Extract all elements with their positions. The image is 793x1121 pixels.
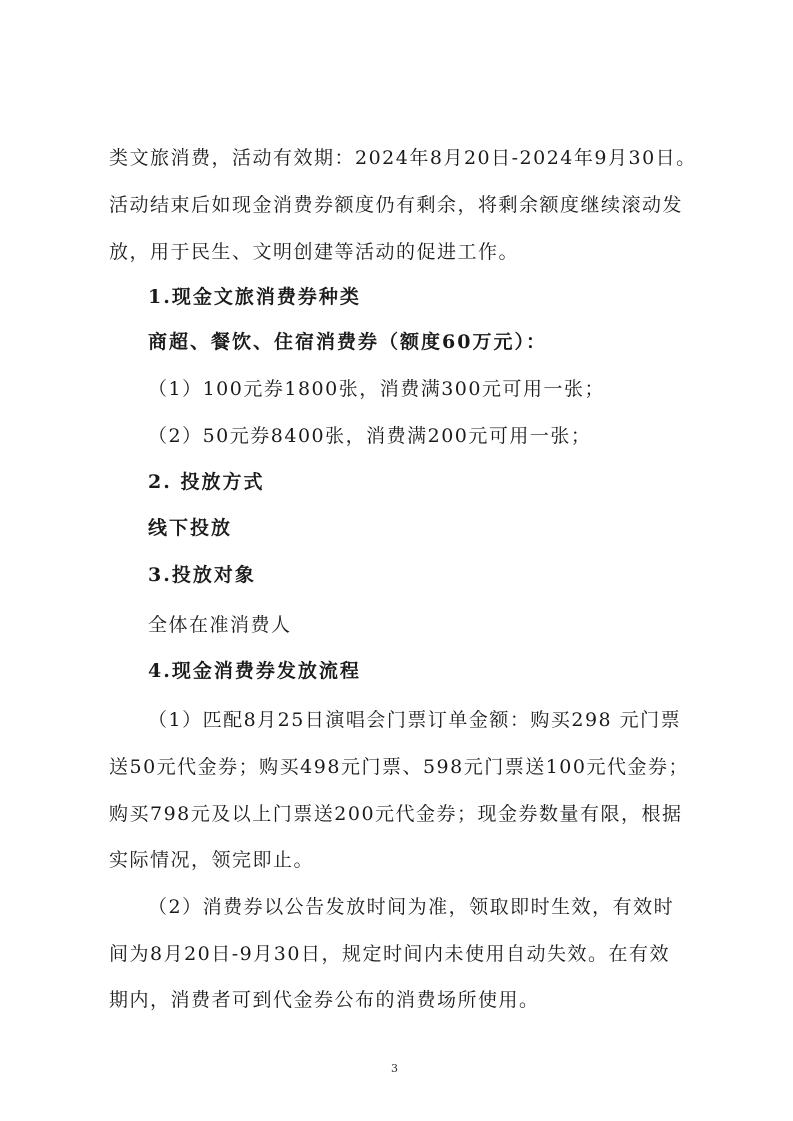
list-item-voucher-100: （1）100元券1800张，消费满300元可用一张； [148, 378, 605, 400]
body-paragraph-line: 送50元代金券；购买498元门票、598元门票送100元代金券； [109, 756, 689, 778]
body-paragraph-line: 期内，消费者可到代金券公布的消费场所使用。 [109, 989, 540, 1011]
target-audience-value: 全体在准消费人 [148, 614, 292, 636]
section-heading-distribution-process: 4.现金消费券发放流程 [148, 660, 361, 682]
page-number: 3 [391, 1062, 398, 1075]
section-heading-target-audience: 3.投放对象 [148, 564, 256, 586]
section-heading-voucher-types: 1.现金文旅消费券种类 [148, 286, 361, 308]
body-paragraph-line: （2）消费券以公告发放时间为准，领取即时生效，有效时 [148, 896, 675, 918]
distribution-method-value: 线下投放 [148, 517, 233, 539]
body-paragraph-line: 活动结束后如现金消费券额度仍有剩余，将剩余额度继续滚动发 [109, 194, 684, 216]
body-paragraph-line: 放，用于民生、文明创建等活动的促进工作。 [109, 241, 520, 263]
body-paragraph-line: （1）匹配8月25日演唱会门票订单金额：购买298 元门票 [148, 709, 682, 731]
list-item-voucher-50: （2）50元券8400张，消费满200元可用一张； [148, 425, 592, 447]
body-paragraph-line: 购买798元及以上门票送200元代金券；现金券数量有限，根据 [109, 803, 683, 825]
subheading-voucher-category: 商超、餐饮、住宿消费券（额度60万元）： [148, 331, 547, 353]
body-paragraph-line: 间为8月20日-9月30日，规定时间内未使用自动失效。在有效 [109, 943, 670, 965]
section-heading-distribution-method: 2. 投放方式 [148, 471, 265, 493]
body-paragraph-line: 实际情况，领完即止。 [109, 849, 315, 871]
body-paragraph-line: 类文旅消费，活动有效期：2024年8月20日-2024年9月30日。 [109, 147, 697, 169]
